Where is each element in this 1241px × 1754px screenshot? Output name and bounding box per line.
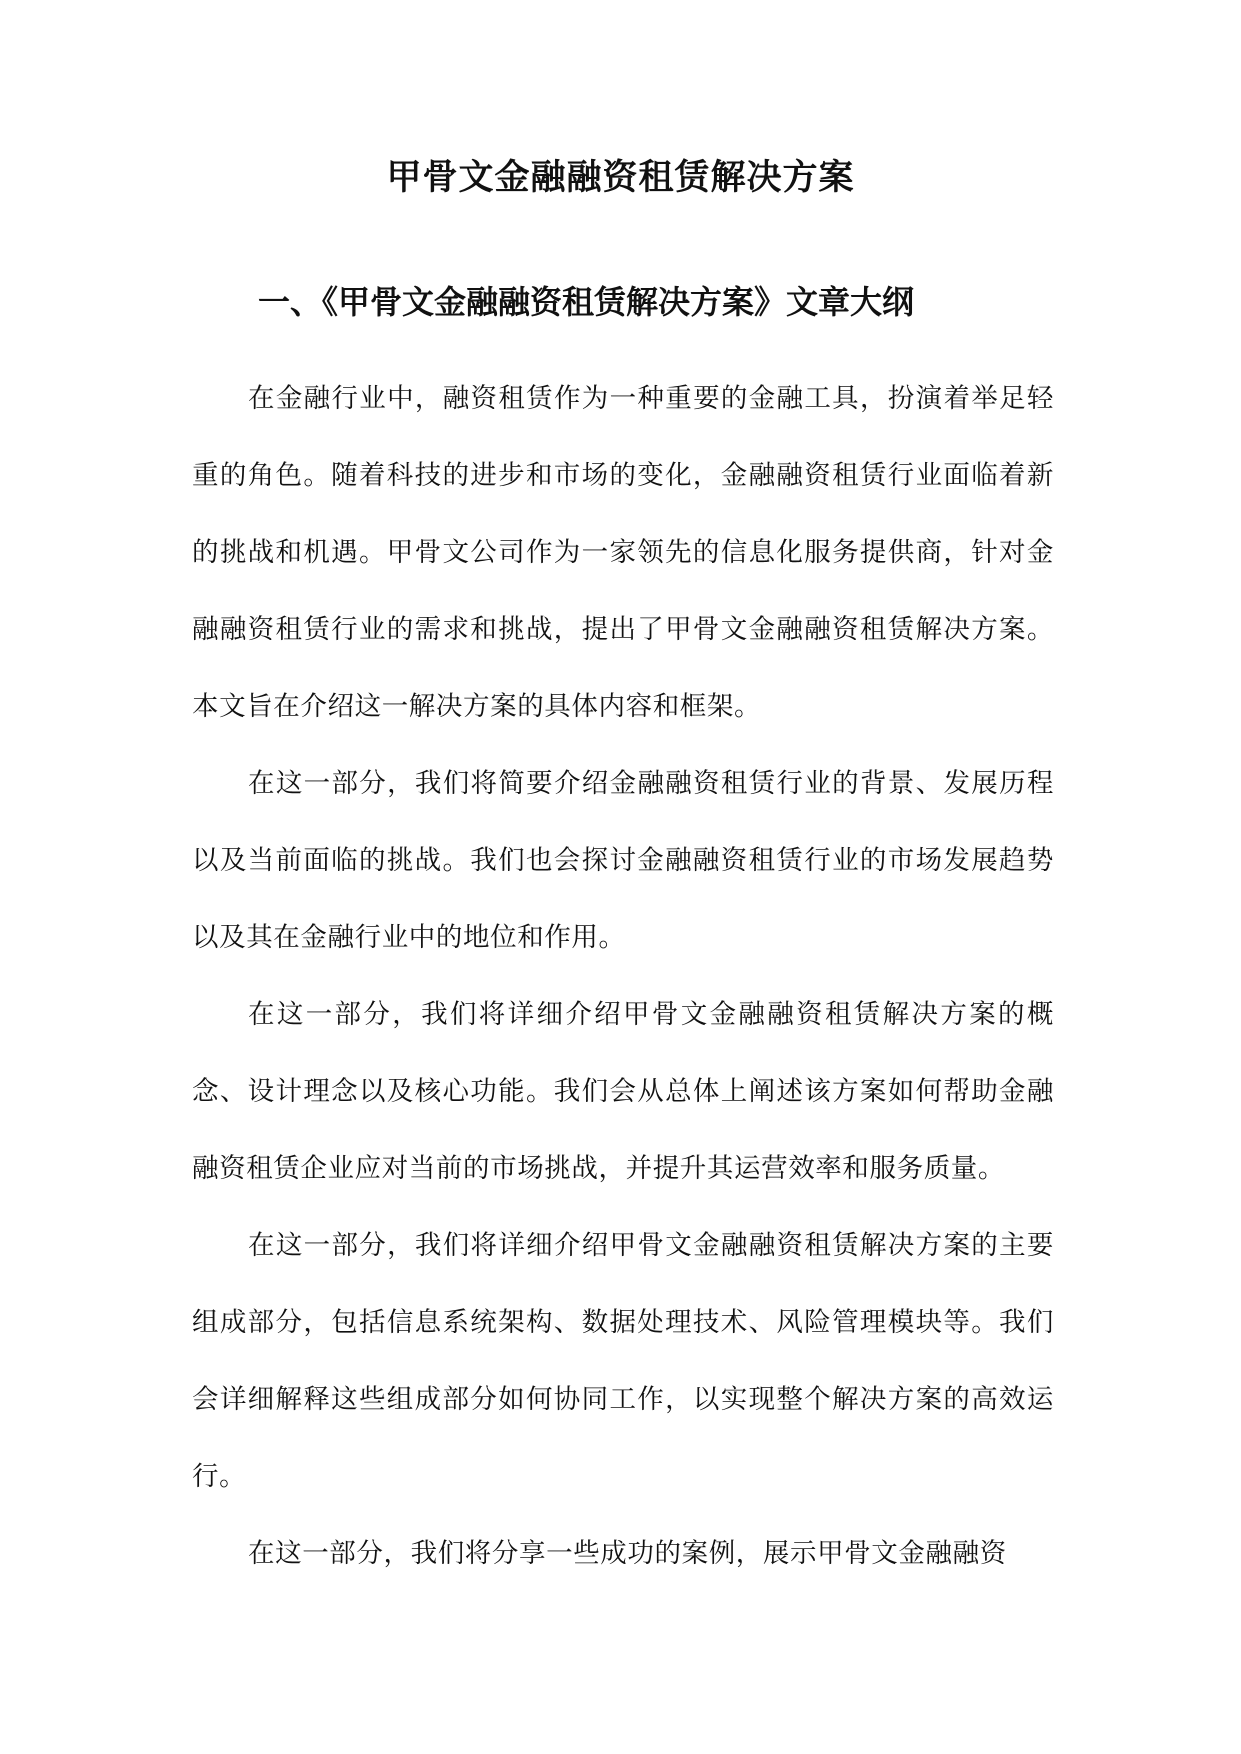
paragraph: 在这一部分，我们将详细介绍甲骨文金融融资租赁解决方案的主要组成部分，包括信息系统架构、数据处理技术、风险管理模块等。我们会详细解释这些组成部分如何协同工作，以实现整个解决方案的高效运行。 bbox=[192, 1230, 1054, 1492]
paragraph: 在这一部分，我们将简要介绍金融融资租赁行业的背景、发展历程以及当前面临的挑战。我们也会探讨金融融资租赁行业的市场发展趋势以及其在金融行业中的地位和作用。 bbox=[192, 768, 1054, 953]
paragraph: 在这一部分，我们将分享一些成功的案例，展示甲骨文金融融资 bbox=[248, 1538, 1007, 1569]
document-title: 甲骨文金融融资租赁解决方案 bbox=[386, 157, 855, 198]
paragraph: 在金融行业中，融资租赁作为一种重要的金融工具，扮演着举足轻重的角色。随着科技的进步和市场的变化，金融融资租赁行业面临着新的挑战和机遇。甲骨文公司作为一家领先的信息化服务提供商，针对金融融资租赁行业的需求和挑战，提出了甲骨文金融融资租赁解决方案。本文旨在介绍这一解决方案的具体内容和框架。 bbox=[192, 383, 1054, 722]
section-heading: 一、《甲骨文金融融资租赁解决方案》文章大纲 bbox=[258, 283, 915, 321]
document-body bbox=[192, 360, 1054, 1592]
paragraph: 在这一部分，我们将详细介绍甲骨文金融融资租赁解决方案的概念、设计理念以及核心功能。我们会从总体上阐述该方案如何帮助金融融资租赁企业应对当前的市场挑战，并提升其运营效率和服务质量。 bbox=[192, 999, 1054, 1184]
